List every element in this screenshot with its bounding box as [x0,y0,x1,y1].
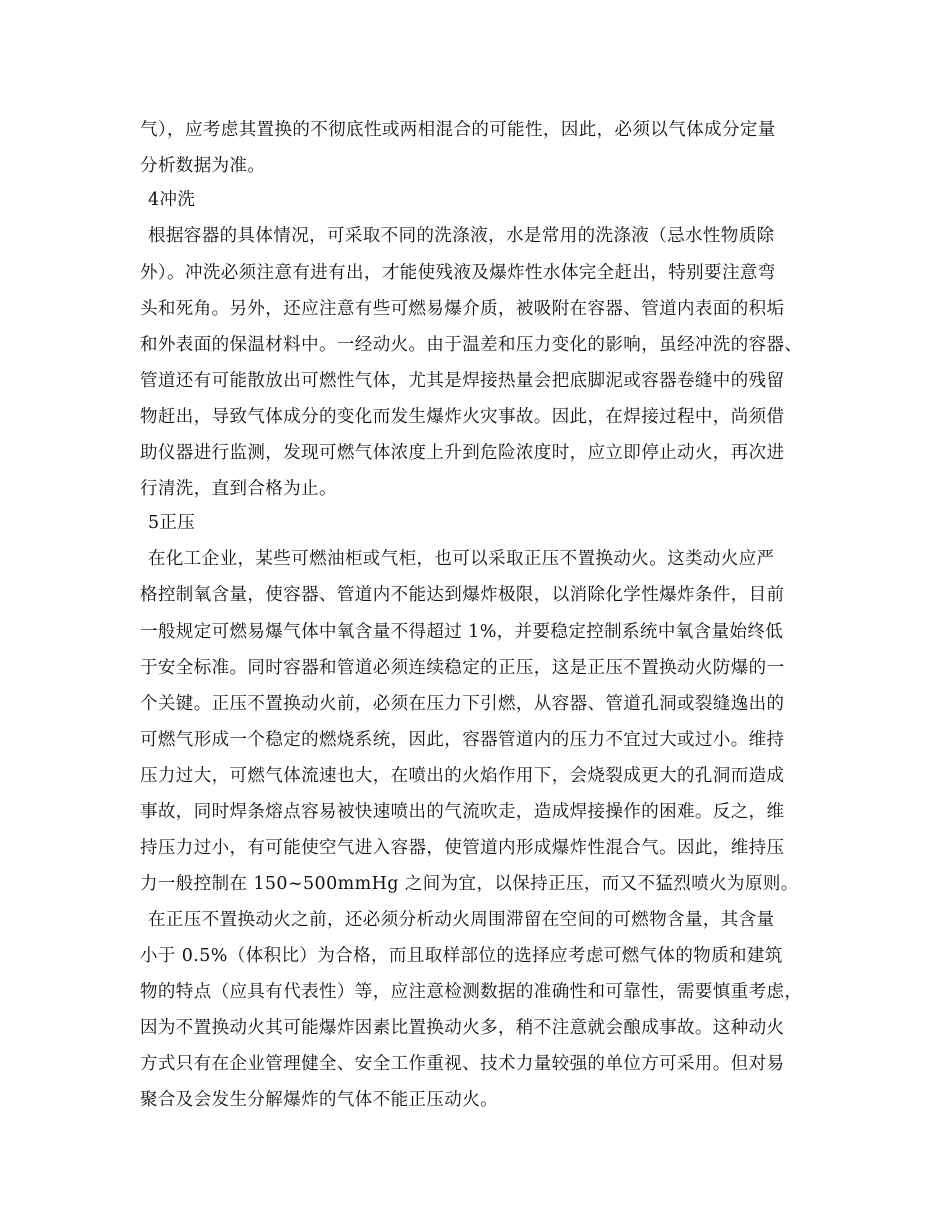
text-line: 在化工企业，某些可燃油柜或气柜，也可以采取正压不置换动火。这类动火应严 [148,549,775,569]
text-line: 在正压不置换动火之前，还必须分析动火周围滞留在空间的可燃物含量，其含量 [148,910,775,930]
text-line: 物的特点（应具有代表性）等，应注意检测数据的准确性和可靠性，需要慎重考虑， [140,982,803,1002]
text-line: 根据容器的具体情况，可采取不同的洗涤液，水是常用的洗涤液（忌水性物质除 [148,226,775,246]
text-line: 力一般控制在 150~500mmHg 之间为宜，以保持正压，而又不猛烈喷火为原则。 [140,874,799,894]
text-line: 因为不置换动火其可能爆炸因素比置换动火多，稍不注意就会酿成事故。这种动火 [140,1018,785,1038]
text-line: 可燃气形成一个稳定的燃烧系统，因此，容器管道内的压力不宜过大或过小。维持 [140,730,785,750]
text-line: 气），应考虑其置换的不彻底性或两相混合的可能性，因此，必须以气体成分定量 [140,120,776,140]
text-line: 个关键。正压不置换动火前，必须在压力下引燃，从容器、管道孔洞或裂缝逸出的 [140,694,785,714]
text-line: 行清洗，直到合格为止。 [140,479,337,499]
section-heading: 5正压 [148,513,196,533]
text-line: 头和死角。另外，还应注意有些可燃易爆介质，被吸附在容器、管道内表面的积垢 [140,299,785,319]
text-line: 于安全标准。同时容器和管道必须连续稳定的正压，这是正压不置换动火防爆的一 [140,658,785,678]
text-line: 格控制氧含量，使容器、管道内不能达到爆炸极限，以消除化学性爆炸条件，目前 [140,585,785,605]
text-line: 方式只有在企业管理健全、安全工作重视、技术力量较强的单位方可采用。但对易 [140,1054,785,1074]
text-line: 持压力过小，有可能使空气进入容器，使管道内形成爆炸性混合气。因此，维持压 [140,838,785,858]
text-line: 管道还有可能散放出可燃性气体，尤其是焊接热量会把底脚泥或容器卷缝中的残留 [140,371,785,391]
text-line: 助仪器进行监测，发现可燃气体浓度上升到危险浓度时，应立即停止动火，再次进 [140,443,785,463]
section-heading: 4冲洗 [148,190,196,210]
text-line: 压力过大，可燃气体流速也大，在喷出的火焰作用下，会烧裂成更大的孔洞而造成 [140,766,785,786]
text-line: 和外表面的保温材料中。一经动火。由于温差和压力变化的影响，虽经冲洗的容器、 [140,335,803,355]
text-line: 聚合及会发生分解爆炸的气体不能正压动火。 [140,1090,498,1110]
text-line: 事故，同时焊条熔点容易被快速喷出的气流吹走，造成焊接操作的困难。反之，维 [140,802,785,822]
text-line: 物赶出，导致气体成分的变化而发生爆炸火灾事故。因此，在焊接过程中，尚须借 [140,407,785,427]
text-line: 外）。冲洗必须注意有进有出，才能使残液及爆炸性水体完全赶出，特别要注意弯 [140,263,776,283]
text-line: 一般规定可燃易爆气体中氧含量不得超过 1%，并要稳定控制系统中氧含量始终低 [140,622,784,642]
text-line: 小于 0.5%（体积比）为合格，而且取样部位的选择应考虑可燃气体的物质和建筑 [140,946,783,966]
text-line: 分析数据为准。 [140,156,266,176]
